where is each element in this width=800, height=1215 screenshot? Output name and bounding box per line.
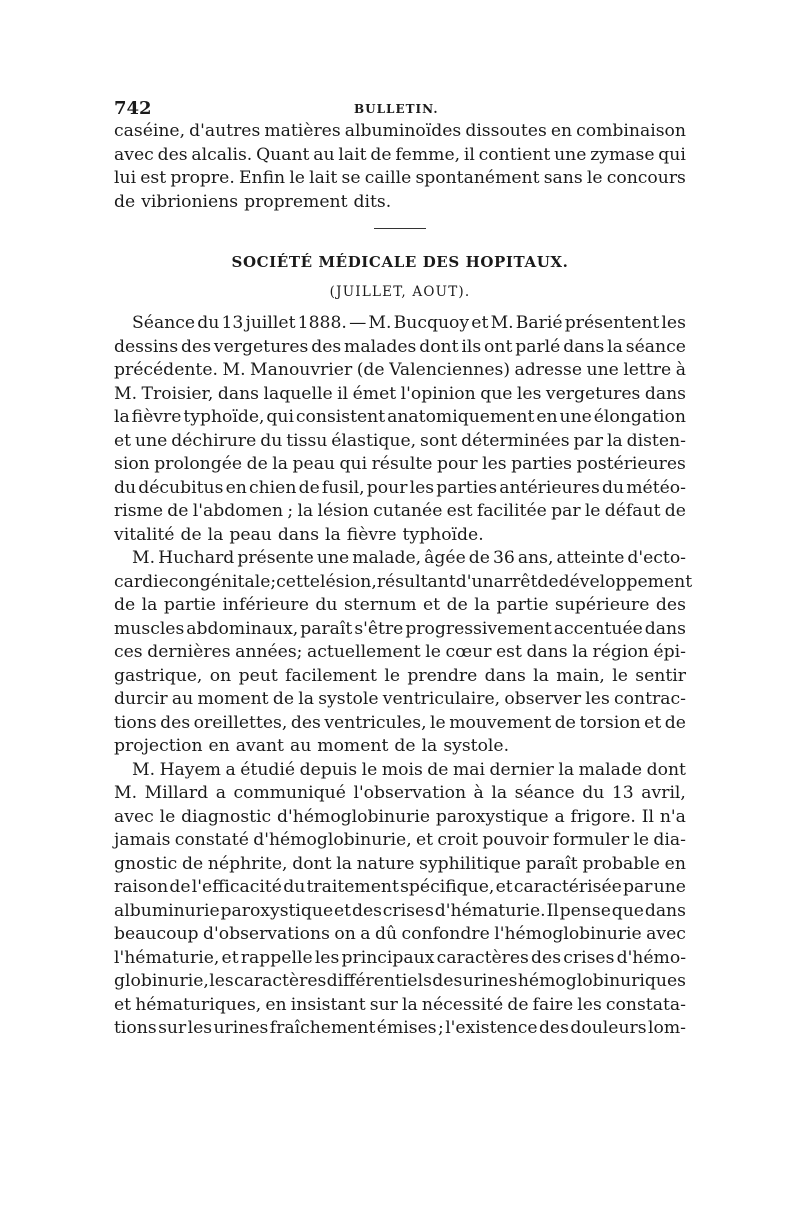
- text-line: beaucoup d'observations on a dû confondre l'hémoglobinurie avec: [114, 924, 686, 944]
- text-line: de vibrioniens proprement dits.: [114, 191, 392, 212]
- text-line: globinurie, les caractères différentiels des urines hémoglobinuriques: [114, 971, 686, 991]
- text-line: M. Troisier, dans laquelle il émet l'opinion que les vergetures dans: [114, 383, 686, 404]
- opening-paragraph: [114, 120, 686, 214]
- text-line: M. Millard a communiqué l'observation à la séance du 13 avril,: [114, 783, 686, 803]
- section-divider: [374, 228, 426, 229]
- text-line: raison de l'efficacité du traitement spécifique, et caractérisée par une: [114, 877, 686, 897]
- text-line: lui est propre. Enfin le lait se caille spontanément sans le concours: [114, 168, 686, 188]
- text-line: M. Huchard présente une malade, âgée de 36 ans, atteinte d'ecto-: [132, 548, 686, 568]
- text-line: jamais constaté d'hémoglobinurie, et croit pouvoir formuler le dia-: [114, 830, 686, 850]
- text-line: cardie congénitale ; cette lésion, résultant d'un arrêt de développement: [114, 571, 693, 592]
- section-title: SOCIÉTÉ MÉDICALE DES HOPITAUX.: [231, 253, 569, 271]
- text-line: l'hématurie, et rappelle les principaux caractères des crises d'hémo-: [114, 947, 686, 968]
- text-line: ces dernières années; actuellement le cœur est dans la région épi-: [114, 642, 686, 662]
- text-line: albuminurie paroxystique et des crises d'hématurie. Il pense que dans: [114, 900, 686, 921]
- text-line: tions des oreillettes, des ventricules, le mouvement de torsion et de: [114, 712, 686, 733]
- text-line: gastrique, on peut facilement le prendre dans la main, le sentir: [114, 665, 686, 686]
- running-title: BULLETIN.: [354, 102, 439, 116]
- book-page: [114, 90, 693, 1041]
- text-line: la fièvre typhoïde, qui consistent anatomiquement en une élongation: [114, 407, 686, 427]
- text-line: vitalité de la peau dans la fièvre typhoïde.: [114, 524, 484, 545]
- text-line: durcir au moment de la systole ventriculaire, observer les contrac-: [114, 689, 686, 709]
- text-line: avec des alcalis. Quant au lait de femme, il contient une zymase qui: [114, 144, 686, 165]
- text-line: de la partie inférieure du sternum et de la partie supérieure des: [114, 595, 686, 615]
- text-line: du décubitus en chien de fusil, pour les parties antérieures du météo-: [114, 477, 686, 498]
- text-line: Séance du 13 juillet 1888. — M. Bucquoy et M. Barié présentent les: [132, 313, 686, 333]
- section-subtitle: (JUILLET, AOUT).: [329, 284, 471, 300]
- text-line: M. Hayem a étudié depuis le mois de mai dernier la malade dont: [132, 759, 686, 780]
- section-body: [114, 312, 693, 1041]
- text-line: muscles abdominaux, paraît s'être progressivement accentuée dans: [114, 618, 686, 639]
- text-line: sion prolongée de la peau qui résulte pour les parties postérieures: [114, 454, 686, 474]
- text-line: caséine, d'autres matières albuminoïdes dissoutes en combinaison: [114, 121, 686, 141]
- text-line: risme de l'abdomen ; la lésion cutanée est facilitée par le défaut de: [114, 501, 686, 521]
- text-line: et hématuriques, en insistant sur la nécessité de faire les constata-: [114, 994, 686, 1015]
- text-line: et une déchirure du tissu élastique, sont déterminées par la disten-: [114, 430, 686, 451]
- page-number: 742: [114, 98, 152, 119]
- text-line: projection en avant au moment de la systole.: [114, 736, 510, 756]
- text-line: gnostic de néphrite, dont la nature syphilitique paraît probable en: [114, 853, 686, 874]
- running-head: [114, 90, 686, 120]
- text-line: dessins des vergetures des malades dont ils ont parlé dans la séance: [114, 336, 686, 357]
- text-line: avec le diagnostic d'hémoglobinurie paroxystique a frigore. Il n'a: [114, 806, 686, 827]
- text-line: tions sur les urines fraîchement émises ; l'existence des douleurs lom-: [114, 1018, 686, 1038]
- text-line: précédente. M. Manouvrier (de Valenciennes) adresse une lettre à: [114, 360, 686, 380]
